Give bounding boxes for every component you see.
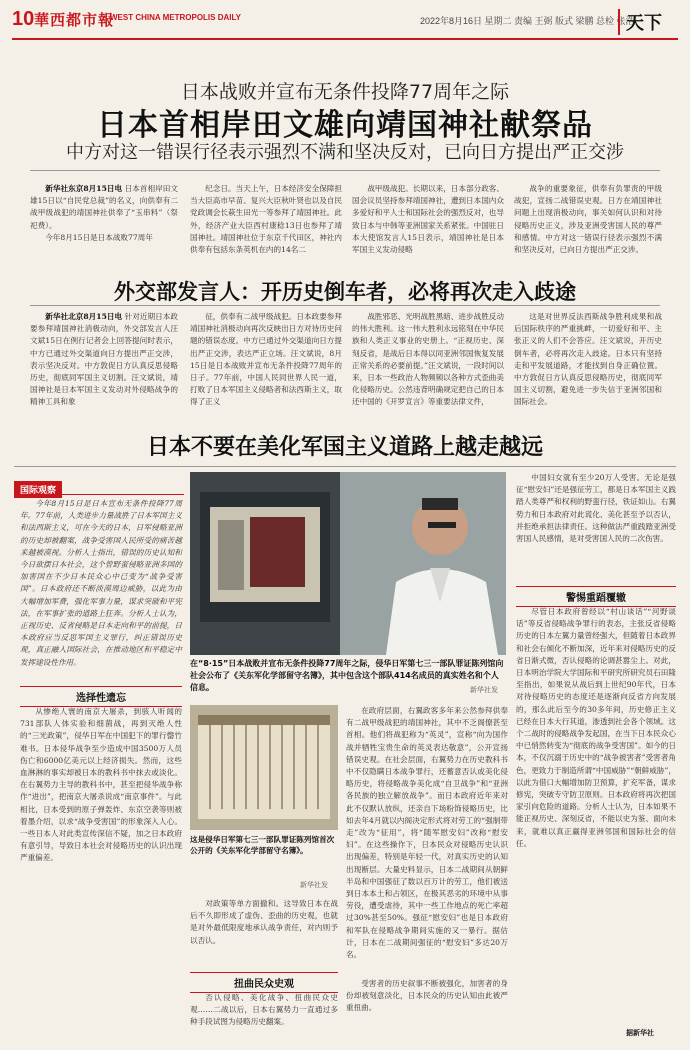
article3-colM-cont: 对政策等单方面撤和。这导致日本在战后不久即形成了虚伪、歪曲的历史观，也就是对外最低限度地承认战争责任，对内则予以否认。 bbox=[190, 899, 338, 945]
article1-col2: 纪念日。当天上午，日本经济安全保障担当大臣高市早苗、复兴大臣秋叶贤也以及自民党政调会长萩生田光一等参拜了靖国神社。此外，经济产业大臣西村康稔13日也参拜了靖国神社。靖国神社位于东京千代田区，神社内供奉有包括东条英机在内的14名二 bbox=[190, 184, 342, 255]
article3-colM: 在政府层面，右翼政客多年来公然参拜供奉有二战甲级战犯的靖国神社，其中不乏阁僚甚至首相。他们将战犯称为“英灵”，宣称“向为国作战并牺牲宝贵生命的英灵表达敬意”，公开宣扬错误史观。在社会层面，右翼势力在历史教科书中不仅隐瞒日本战争罪行，还蓄意否认或美化侵略历史，将侵略战争美化成“自卫战争”和“亚洲各民族的独立解放战争”。而日本政府近年来对此不仅默认放纵，还亲自下场粉饰侵略历史，比如去年4月就以内阁决定形式将对劳工的“强制带走”改为“征用”，将“随军慰安妇”改称“慰安妇”。在这些操作下，日本民众对侵略历史认识出现偏差，特别是年轻一代，对真实历史的认知出现断层。大量史料显示，日本二战期间从朝鲜半岛和中国强征了数以百万计的劳工，他们被送到日本本土和占领区，在极其恶劣的环境中从事劳役，遭受虐待，其中一些工作地点的死亡率超过30%甚至50%。强征“慰安妇”也是日本政府和军队在侵略战争期间实施的又一暴行。据估计，日本在二战期间强征的“慰安妇”多达20万名。 bbox=[346, 706, 508, 960]
article1-kicker: 日本战败并宣布无条件投降77周年之际 bbox=[180, 81, 510, 103]
subhead-beware-repeat: 警惕重蹈覆辙 bbox=[516, 586, 676, 607]
photo-museum-director bbox=[190, 472, 506, 655]
article1-subhead: 中方对这一错误行径表示强烈不满和坚决反对，已向日方提出严正交涉 bbox=[66, 142, 624, 163]
newspaper-logo-en: WEST CHINA METROPOLIS DAILY bbox=[110, 13, 241, 22]
article2-col1: 新华社北京8月15日电 针对近期日本政要参拜靖国神社消极动向，外交部发言人汪文斌15日在例行记者会上回答提问时表示，中方已通过外交渠道向日方提出严正交涉，表示坚决反对。中方敦促日方认真反思侵略历史，彻底同军国主义切割。汪文斌说，靖国神社是日本军国主义发动对外侵略战争的精神工具和象 bbox=[30, 312, 178, 407]
article3-colR2: 尽管日本政府曾经以“村山谈话”“河野谈话”等反省侵略战争罪行的表态，主张反省侵略历史的日本左翼力量曾经强大，但随着日本政界和社会右倾化不断加深，近年来对侵略历史的反省日渐式微，否认侵略的论调甚嚣尘上。对此，日本明治学院大学国际和平研究所研究员石田隆至指出，如果说从战后到上世纪90年代，日本对待侵略历史的态度还是逐渐向反省方向发展的，那么此后至今的30多年间，历史修正主义已经在日本大行其道，渗透到社会各个领域。这个二战时的侵略战争发起国，在当下日本民众心中已悄然转变为“彻底的战争受害国”。如今的日本，不仅沉溺于历史中的“战争被害者”受害者角色，更致力于制造所谓“中国威胁”“朝鲜威胁”，以此为借口大幅增加防卫预算，扩充军备，谋求修宪，突破专守防卫原则。日本政府将再次把国家引向危险的道路。分析人士认为，日本如果不能正视历史、深刻反省，不能以史为鉴、面向未来，就难以真正赢得亚洲邻国和国际社会的信任。 bbox=[516, 607, 676, 848]
article1-col3: 战甲级战犯。长期以来，日本部分政客、国会议员坚持参拜靖国神社，遭到日本国内众多爱好和平人士和国际社会的强烈反对，也导致日本与中韩等亚洲国家关系紧张。中国驻日本大使馆发言人15日表示，靖国神社是日本军国主义发动侵略 bbox=[352, 184, 504, 255]
page-header bbox=[0, 0, 690, 40]
article3-headline: 日本不要在美化军国主义道路上越走越远 bbox=[146, 435, 543, 460]
article3-col1b: 从惨绝人寰的南京大屠杀，到骇人听闻的731部队人体实验和细菌战，再到灭绝人性的“三光政策”，侵华日军在中国犯下的罪行罄竹难书。日本侵华战争至少造成中国3500万人员伤亡和6000亿美元以上经济损失。然而，这些血淋淋的事实却被日本的教科书中抹去或淡化。在右翼势力主导的教科书中，甚至把侵华战争称作“进出”，把南京大屠杀说成“南京事件”。与此相比，日本受到的原子弹轰炸、东京空袭等则被着墨介绍，以求“战争受害国”的形象深入人心。一些日本人对此类宣传深信不疑，加之日本政府有意引导，导致日本社会对侵略历史的认识出现严重偏差。 bbox=[20, 707, 182, 863]
article1-dateline: 新华社东京8月15日电 bbox=[45, 184, 123, 193]
article2-col4: 这是对世界反法西斯战争胜利成果和战后国际秩序的严重挑衅，一切爱好和平、主张正义的人们不会答应。汪文斌说，开历史倒车者，必将再次走入歧途。日本只有坚持走和平发展道路，才能找到自身正确位置。中方敦促日方认真反思侵略历史，彻底同军国主义切割，避免进一步失信于亚洲邻国和国际社会。 bbox=[514, 312, 662, 407]
column-tag-label: 国际观察 bbox=[14, 481, 62, 498]
article3-colR: 中国妇女就有至少20万人受害。无论是强征“慰安妇”还是强征劳工，都是日本军国主义践踏人类尊严和权利的野蛮行径，铁证如山。右翼势力和日本政府对此谎化、美化甚至予以否认，并拒绝承担法律责任。这种做法严重践踏亚洲受害国人民感情，是对受害国人民的二次伤害。 bbox=[516, 473, 676, 544]
article3-credit: 据新华社 bbox=[626, 1029, 654, 1037]
header-rule bbox=[12, 38, 678, 40]
article3-colM2: 否认侵略、美化战争、扭曲民众史观……二战以后，日本右翼势力一直通过多种手段试图为侵略历史翻案。 bbox=[190, 993, 338, 1027]
article1-rule bbox=[30, 170, 660, 171]
article3-intro: 今年8月15日是日本宣布无条件投降77周年。77年前，人类进步力量战胜了日本军国主义和法西斯主义，可在今天的日本，日军侵略亚洲的历史却被翻案，战争受害国人民所受的痛苦越来越被漠视。分析人士指出，错误的历史认知和今日欲摆日本社会，这个曾野蛮侵略亚洲多国的加害国在不少日本民众心中已变为“战争受害国”。日本政府还不断淡漠周边威胁，以此为由大幅增加军费，强化军事力量，谋求突破和平宪法，在军事扩张的道路上狂奔。分析人士认为，正视历史、反省侵略是日本走向和平的前提，日本政府应当反思军国主义罪行，纠正错误历史观，真正融入国际社会，在推动地区和平稳定中发挥建设性作用。 bbox=[20, 499, 182, 667]
newspaper-logo: 華西都市報 bbox=[34, 11, 115, 29]
photo2-credit: 新华社发 bbox=[300, 881, 328, 889]
article1-col1: 新华社东京8月15日电 日本首相岸田文雄15日以“自民党总裁”的名义，向供奉有二战甲级战犯的靖国神社供奉了“玉串料”（祭祀费）。 今年8月15日是日本战败77周年 bbox=[30, 184, 178, 242]
photo2-caption: 这是侵华日军第七三一部队罪证陈列馆首次公开的《关东军化学部留守名簿》。 bbox=[190, 835, 335, 855]
article2-dateline: 新华社北京8月15日电 bbox=[45, 312, 123, 321]
article1-headline: 日本首相岸田文雄向靖国神社献祭品 bbox=[97, 108, 593, 143]
photo-roster-document bbox=[190, 705, 338, 830]
photo1-caption: 在“8·15”日本战败并宣布无条件投降77周年之际，侵华日军第七三一部队罪证陈列馆向社会公布了《关东军化学部留守名簿》，其中包含这个部队414名成员的真实姓名和个人信息。 bbox=[190, 659, 504, 692]
subhead-selective-forgetting: 选择性遗忘 bbox=[20, 686, 182, 707]
article3-colM-tail: 受害者的历史叙事不断被强化，加害者的身份却被刻意淡化，日本民众的历史认知由此被严重扭曲。 bbox=[346, 979, 508, 1013]
article3-rule bbox=[14, 466, 676, 467]
article2-col3: 战胜邪恶、光明战胜黑暗、进步战胜反动的伟大胜利。这一伟大胜利永远铭刻在中华民族和人类正义事业的史册上。“正视历史、深刻反省，是战后日本得以同亚洲邻国恢复发展正常关系的必要前提。”汪文斌说，一段时间以来，日本一些政治人物频频以各种方式歪曲美化侵略历史。公然违背明确规定把自己的日本还中国的《开罗宣言》等重要法律文件， bbox=[352, 312, 504, 407]
page-number: 10 bbox=[12, 8, 35, 30]
article2-rule bbox=[30, 305, 660, 306]
article2-headline: 外交部发言人：开历史倒车者，必将再次走入歧途 bbox=[114, 280, 576, 304]
article2-col2: 征，供奉有二战甲级战犯。日本政要参拜靖国神社消极动向再次反映出日方对待历史问题的错误态度。中方已通过外交渠道向日方提出严正交涉，表达严正立场。汪文斌说，8月15日是日本战败并宣布无条件投降77周年的日子。77年前，中国人民同世界人民一道，打败了日本军国主义侵略者和法西斯主义，取得了正义 bbox=[190, 312, 342, 407]
issue-meta: 2022年8月16日 星期二 责编 王弼 版式 梁鹏 总检 张浩 bbox=[420, 16, 635, 26]
subhead-distorted-history: 扭曲民众史观 bbox=[190, 972, 338, 993]
column-tag bbox=[14, 478, 184, 495]
section-label: 天下 bbox=[618, 9, 662, 35]
photo1-credit: 新华社发 bbox=[470, 686, 498, 694]
article1-col4: 战争的重要象征，供奉有负罪责的甲级战犯，宣扬二战错误史观。日方在靖国神社问题上出现消极动向，事关如何认识和对待侵略历史正义，涉及亚洲受害国人民的尊严和感情。中方对这一错误行径表示强烈不满和坚决反对，已向日方提出严正交涉。 bbox=[514, 184, 662, 255]
